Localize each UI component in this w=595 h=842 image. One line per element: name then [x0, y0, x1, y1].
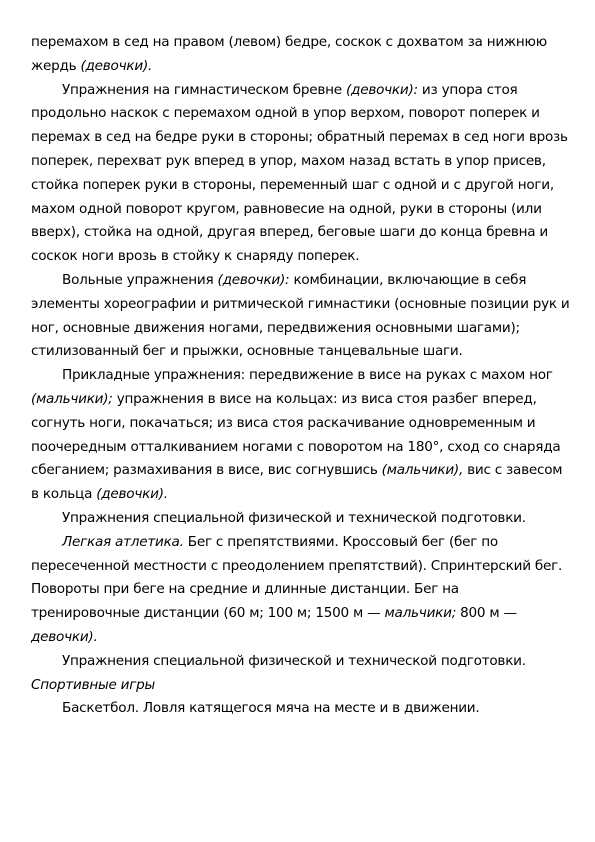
paragraph-text: упражнения в висе на кольцах: из виса стоя разбег вперед, согнуть ноги, покачаться; из виса стоя раскачивание одновременным и поочередным отталкиванием ногами с поворотом на 180°, сход со снаряда сбеганием; размахивания в висе, вис согнувшись [31, 390, 561, 479]
paragraph-italic: (мальчики), [381, 462, 464, 479]
paragraph-balance-beam-continuation [31, 31, 571, 79]
paragraph-text: 800 м — [456, 605, 517, 622]
paragraph-italic: (девочки). [96, 486, 168, 503]
paragraph-sport-games-heading [31, 650, 571, 698]
paragraph-italic: (девочки): [217, 271, 290, 288]
paragraph-text: вис с завесом в кольца [31, 462, 563, 503]
paragraph-italic: мальчики; [384, 605, 457, 622]
paragraph-special-training-heading [31, 507, 571, 531]
paragraph-italic: Легкая атлетика. [62, 533, 184, 550]
paragraph-italic: (мальчики); [31, 390, 113, 407]
paragraph-text: комбинации, включающие в себя элементы хореографии и ритмической гимнастики (основные позиции рук и ног, основные движения ногами, передвижения основными шагами); стилизованный бег и прыжки, основные танцевальные шаги. [31, 271, 570, 360]
paragraph-applied-exercises [31, 364, 571, 507]
paragraph-basketball [31, 697, 571, 721]
paragraph-italic: Спортивные игры [31, 676, 155, 693]
paragraph-text: Вольные упражнения [62, 271, 218, 288]
paragraph-text: Упражнения специальной физической и технической подготовки. [62, 652, 526, 669]
paragraph-italic: девочки). [31, 628, 98, 645]
paragraph-text: Упражнения на гимнастическом бревне [62, 81, 346, 98]
paragraph-text: перемахом в сед на правом (левом) бедре, соскок с дохватом за нижнюю жердь [31, 34, 547, 74]
paragraph-floor-exercises [31, 269, 571, 364]
paragraph-text: Прикладные упражнения: передвижение в висе на руках с махом ног [62, 367, 553, 384]
paragraph-italic: (девочки). [80, 57, 153, 74]
paragraph-gymnastic-beam [31, 79, 571, 269]
document-page [31, 31, 571, 721]
paragraph-athletics [31, 531, 571, 650]
paragraph-text: Бег с препятствиями. Кроссовый бег (бег по пересеченной местности с преодолением препятствий). Спринтерский бег. Повороты при беге на средние и длинные дистанции. Бег на тренировочные дистанции (60 м; 100 м; 1500 м — [31, 533, 563, 622]
paragraph-text: Баскетбол. Ловля катящегося мяча на месте и в движении. [62, 700, 480, 717]
paragraph-text: из упора стоя продольно наскок с перемахом одной в упор верхом, поворот поперек и перемах в сед на бедре руки в стороны; обратный перемах в сед ноги врозь поперек, перехват рук вперед в упор, махом назад встать в упор присев, стойка поперек руки в стороны, переменный шаг с одной и с другой ноги, махом одной поворот кругом, равновесие на одной, руки в стороны (или вверх), стойка на одной, другая вперед, беговые шаги до конца бревна и соскок ноги врозь в стойку к снаряду поперек. [31, 81, 568, 265]
paragraph-text: Упражнения специальной физической и технической подготовки. [62, 509, 526, 526]
paragraph-italic: (девочки): [346, 81, 418, 98]
